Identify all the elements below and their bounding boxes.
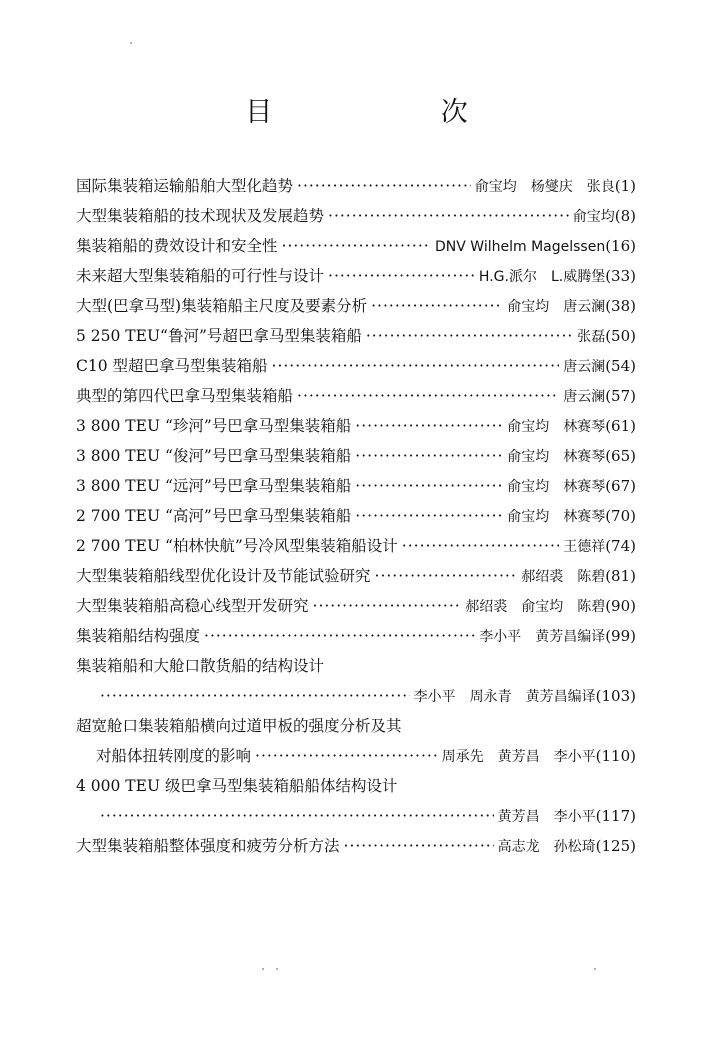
toc-entry-authors [442, 742, 596, 772]
toc-entry-page: (16) [605, 237, 636, 255]
toc-entry [76, 501, 636, 531]
toc-leader-dots [100, 681, 410, 711]
toc-leader-dots [344, 831, 494, 861]
toc-entry [76, 531, 636, 561]
toc-entry [76, 741, 636, 771]
toc-author: 郝绍裘 [465, 599, 508, 615]
toc-entry-title: 5 250 TEU“鲁河”号超巴拿马型集装箱船 [76, 327, 362, 345]
toc-leader-dots [366, 321, 573, 351]
toc-entry-title: 国际集装箱运输船舶大型化趋势 [76, 177, 294, 195]
toc-entry-title: 集装箱船和大舱口散货船的结构设计 [76, 657, 325, 675]
toc-author: 林赛琴 [563, 479, 606, 495]
toc-entry-title: 大型集装箱船高稳心线型开发研究 [76, 597, 309, 615]
toc-author: 周永青 [469, 689, 512, 705]
toc-entry-page: (103) [595, 687, 636, 705]
toc-leader-dots [355, 441, 503, 471]
toc-entry-authors [465, 592, 605, 622]
toc-author: 俞宝均 [521, 599, 564, 615]
toc-entry-authors [563, 352, 605, 382]
toc-entry-title: 大型集装箱船线型优化设计及节能试验研究 [76, 567, 371, 585]
toc-entry [76, 681, 636, 711]
toc-author: 黄芳昌编译 [525, 689, 596, 705]
toc-entry [76, 291, 636, 321]
toc-entry-authors [563, 382, 605, 412]
toc-author: 孙松琦 [553, 839, 596, 855]
toc-leader-dots [297, 381, 559, 411]
toc-author: 李小平 [479, 629, 522, 645]
toc-author: 高志龙 [497, 839, 540, 855]
toc-entry-authors [521, 562, 605, 592]
toc-author: 唐云澜 [563, 359, 606, 375]
toc-entry-page: (81) [605, 567, 636, 585]
toc-entry-title: C10 型超巴拿马型集装箱船 [76, 357, 268, 375]
toc-entry-title: 3 800 TEU “远河”号巴拿马型集装箱船 [76, 477, 352, 495]
toc-entry-authors [507, 442, 605, 472]
toc-entry-page: (8) [614, 207, 636, 225]
toc-author: 俞宝均 [507, 299, 550, 315]
toc-author: 俞宝均 [507, 479, 550, 495]
toc-entry-authors [435, 232, 605, 262]
toc-leader-dots [375, 561, 518, 591]
toc-leader-dots [297, 171, 471, 201]
toc-entry-title: 3 800 TEU “俊河”号巴拿马型集装箱船 [76, 447, 352, 465]
toc-entry-authors [577, 322, 605, 352]
toc-author: 王德祥 [563, 539, 606, 555]
toc-entry-title: 集装箱船结构强度 [76, 627, 201, 645]
toc-author: 唐云澜 [563, 299, 606, 315]
toc-leader-dots [272, 351, 560, 381]
toc-leader-dots [100, 801, 494, 831]
toc-leader-dots [328, 261, 475, 291]
scan-speck [276, 968, 278, 970]
toc-entry [76, 621, 636, 651]
toc-author: 周承先 [441, 749, 484, 765]
toc-entry-authors [507, 472, 605, 502]
toc-entry-title: 集装箱船的费效设计和安全性 [76, 237, 278, 255]
toc-author: 黄芳昌 [497, 749, 540, 765]
toc-entry-title: 4 000 TEU 级巴拿马型集装箱船船体结构设计 [76, 777, 398, 795]
toc-entry-title: 对船体扭转刚度的影响 [96, 747, 252, 765]
toc-entry-authors [414, 682, 596, 712]
toc-entry-page: (33) [605, 267, 636, 285]
table-of-contents [76, 171, 636, 861]
toc-author: 李小平 [553, 809, 596, 825]
toc-leader-dots [313, 591, 462, 621]
toc-entry-page: (70) [605, 507, 636, 525]
toc-entry-page: (67) [605, 477, 636, 495]
toc-entry-title: 大型集装箱船整体强度和疲劳分析方法 [76, 837, 340, 855]
toc-leader-dots [355, 411, 503, 441]
toc-entry-authors [507, 502, 605, 532]
scan-speck [130, 42, 132, 44]
scan-speck [594, 968, 596, 970]
toc-entry [76, 831, 636, 861]
toc-entry-authors [475, 172, 615, 202]
toc-entry-page: (38) [605, 297, 636, 315]
toc-author: 陈碧 [577, 599, 606, 615]
toc-entry-authors [573, 202, 615, 232]
toc-leader-dots [204, 621, 475, 651]
toc-author: 李小平 [413, 689, 456, 705]
toc-entry [76, 441, 636, 471]
toc-entry-title: 2 700 TEU “柏林快航”号冷风型集装箱船设计 [76, 537, 398, 555]
toc-author: 林赛琴 [563, 419, 606, 435]
toc-entry-authors [563, 532, 605, 562]
toc-author: 俞宝均 [507, 419, 550, 435]
toc-author: 林赛琴 [563, 509, 606, 525]
page-title: 目 次 [245, 97, 548, 128]
toc-entry-page: (57) [605, 387, 636, 405]
toc-entry-authors [507, 412, 605, 442]
toc-author: 俞宝均 [572, 209, 615, 225]
toc-leader-dots [282, 231, 432, 261]
toc-author: 林赛琴 [563, 449, 606, 465]
toc-entry [76, 591, 636, 621]
toc-entry [76, 201, 636, 231]
toc-entry-page: (54) [605, 357, 636, 375]
toc-entry [76, 411, 636, 441]
toc-leader-dots [355, 501, 503, 531]
toc-author: 黄芳昌编译 [535, 629, 606, 645]
toc-entry-authors [498, 832, 596, 862]
toc-entry-page: (1) [614, 177, 636, 195]
toc-entry [76, 801, 636, 831]
toc-entry-page: (125) [595, 837, 636, 855]
toc-entry-page: (74) [605, 537, 636, 555]
toc-entry-page: (110) [595, 747, 636, 765]
toc-author: 陈碧 [577, 569, 606, 585]
toc-author: H.G.派尔 [478, 269, 537, 285]
toc-entry [76, 561, 636, 591]
toc-leader-dots [328, 201, 569, 231]
toc-author: 郝绍裘 [521, 569, 564, 585]
toc-entry-authors [498, 802, 596, 832]
toc-entry-page: (117) [595, 807, 636, 825]
toc-entry-title: 典型的第四代巴拿马型集装箱船 [76, 387, 294, 405]
toc-entry-page: (61) [605, 417, 636, 435]
toc-author: 张良 [586, 179, 615, 195]
toc-entry-title: 2 700 TEU “高河”号巴拿马型集装箱船 [76, 507, 352, 525]
toc-leader-dots [371, 291, 503, 321]
toc-entry-title: 3 800 TEU “珍河”号巴拿马型集装箱船 [76, 417, 352, 435]
toc-entry [76, 471, 636, 501]
toc-entry-page: (50) [605, 327, 636, 345]
toc-entry-title: 超宽舱口集装箱船横向过道甲板的强度分析及其 [76, 717, 402, 735]
toc-entry-page: (99) [605, 627, 636, 645]
toc-entry-authors [479, 622, 605, 652]
toc-author: 俞宝均 [474, 179, 517, 195]
toc-author: 黄芳昌 [497, 809, 540, 825]
toc-author: 俞宝均 [507, 509, 550, 525]
toc-entry [76, 231, 636, 261]
toc-entry-title: 大型集装箱船的技术现状及发展趋势 [76, 207, 325, 225]
toc-author: 李小平 [553, 749, 596, 765]
toc-author: 杨燮庆 [530, 179, 573, 195]
toc-leader-dots [255, 741, 438, 771]
scan-speck [262, 968, 264, 970]
toc-author: 俞宝均 [507, 449, 550, 465]
toc-entry-page: (90) [605, 597, 636, 615]
toc-leader-dots [355, 471, 503, 501]
toc-entry [76, 381, 636, 411]
toc-entry-page: (65) [605, 447, 636, 465]
toc-entry-title: 大型(巴拿马型)集装箱船主尺度及要素分析 [76, 297, 368, 315]
toc-leader-dots [402, 531, 559, 561]
toc-author: 张磊 [577, 329, 606, 345]
toc-entry [76, 351, 636, 381]
toc-author: L.威腾堡 [550, 269, 606, 285]
toc-entry-authors [479, 262, 605, 292]
toc-entry-title: 未来超大型集装箱船的可行性与设计 [76, 267, 325, 285]
toc-entry [76, 171, 636, 201]
toc-entry-authors [507, 292, 605, 322]
toc-entry [76, 321, 636, 351]
toc-author: DNV Wilhelm Magelssen [435, 239, 606, 255]
toc-entry [76, 261, 636, 291]
toc-author: 唐云澜 [563, 389, 606, 405]
